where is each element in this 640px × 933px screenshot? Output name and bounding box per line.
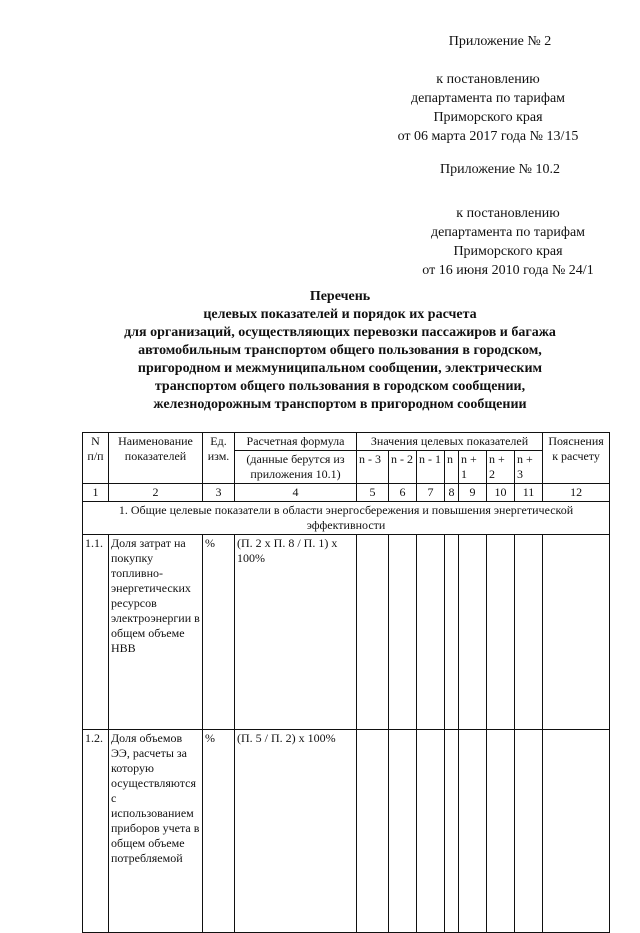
column-number: 5 — [357, 484, 389, 502]
value-cell — [445, 535, 459, 730]
period-n-plus-2: n + 2 — [487, 451, 515, 484]
title-line: железнодорожным транспортом в пригородном сообщении — [153, 397, 527, 412]
header-notes: Пояснения к расчету — [543, 433, 610, 484]
value-cell — [515, 535, 543, 730]
header-name: Наименование показателей — [109, 433, 203, 484]
resolution-line: к постановлению — [436, 72, 540, 87]
period-n-minus-2: n - 2 — [389, 451, 417, 484]
column-number: 4 — [235, 484, 357, 502]
value-cell — [417, 730, 445, 933]
row-formula: (П. 5 / П. 2) х 100% — [235, 730, 357, 933]
header-row — [83, 433, 610, 451]
column-number: 8 — [445, 484, 459, 502]
period-n-plus-3: n + 3 — [515, 451, 543, 484]
row-num: 1.1. — [83, 535, 109, 730]
title-line: Перечень — [309, 289, 371, 304]
header-formula: Расчетная формула — [235, 433, 357, 451]
title-line: транспортом общего пользования в городском сообщении, — [154, 379, 526, 394]
resolution-line: от 06 марта 2017 года № 13/15 — [397, 129, 579, 144]
value-cell — [515, 730, 543, 933]
title-line: целевых показателей и порядок их расчета — [203, 307, 477, 322]
row-unit: % — [203, 730, 235, 933]
resolution-reference-1 — [368, 70, 608, 146]
header-unit: Ед. изм. — [203, 433, 235, 484]
document-title — [60, 288, 620, 414]
table-row — [83, 535, 610, 730]
value-cell — [357, 730, 389, 933]
value-cell — [459, 730, 487, 933]
notes-cell — [543, 730, 610, 933]
row-name: Доля затрат на покупку топливно-энергетических ресурсов электроэнергии в общем объеме НВВ — [109, 535, 203, 730]
resolution-line: к постановлению — [456, 206, 560, 221]
value-cell — [487, 730, 515, 933]
column-number: 1 — [83, 484, 109, 502]
column-number: 12 — [543, 484, 610, 502]
column-number: 11 — [515, 484, 543, 502]
period-n: n — [445, 451, 459, 484]
appendix-10-2-title: Приложение № 10.2 — [440, 162, 560, 177]
header-num: N п/п — [83, 433, 109, 484]
column-number: 10 — [487, 484, 515, 502]
value-cell — [417, 535, 445, 730]
header-values: Значения целевых показателей — [357, 433, 543, 451]
section-row — [83, 502, 610, 535]
column-numbers-row — [83, 484, 610, 502]
indicators-table — [82, 432, 610, 933]
resolution-line: Приморского края — [453, 244, 563, 259]
table-row — [83, 730, 610, 933]
row-name: Доля объемов ЭЭ, расчеты за которую осуществляются с использованием приборов учета в общем объеме потребляемой — [109, 730, 203, 933]
row-num: 1.2. — [83, 730, 109, 933]
header-formula-note: (данные берутся из приложения 10.1) — [235, 451, 357, 484]
period-n-plus-1: n + 1 — [459, 451, 487, 484]
title-line: пригородном и межмуниципальном сообщении, электрическим — [137, 361, 543, 376]
resolution-line: департамента по тарифам — [410, 91, 566, 106]
appendix-10-2-heading — [420, 160, 580, 179]
column-number: 6 — [389, 484, 417, 502]
row-formula: (П. 2 х П. 8 / П. 1) х 100% — [235, 535, 357, 730]
period-n-minus-1: n - 1 — [417, 451, 445, 484]
value-cell — [357, 535, 389, 730]
value-cell — [487, 535, 515, 730]
appendix-2-heading — [420, 32, 580, 51]
section-title: 1. Общие целевые показатели в области энергосбережения и повышения энергетической эффективности — [83, 502, 610, 535]
column-number: 9 — [459, 484, 487, 502]
period-n-minus-3: n - 3 — [357, 451, 389, 484]
resolution-line: от 16 июня 2010 года № 24/1 — [422, 263, 594, 278]
resolution-line: департамента по тарифам — [430, 225, 586, 240]
resolution-line: Приморского края — [433, 110, 543, 125]
value-cell — [389, 535, 417, 730]
value-cell — [459, 535, 487, 730]
column-number: 3 — [203, 484, 235, 502]
column-number: 7 — [417, 484, 445, 502]
row-unit: % — [203, 535, 235, 730]
title-line: автомобильным транспортом общего пользования в городском, — [138, 343, 542, 358]
notes-cell — [543, 535, 610, 730]
value-cell — [389, 730, 417, 933]
column-number: 2 — [109, 484, 203, 502]
appendix-2-title: Приложение № 2 — [448, 34, 552, 49]
value-cell — [445, 730, 459, 933]
title-line: для организаций, осуществляющих перевозки пассажиров и багажа — [124, 325, 556, 340]
resolution-reference-2 — [388, 204, 628, 280]
